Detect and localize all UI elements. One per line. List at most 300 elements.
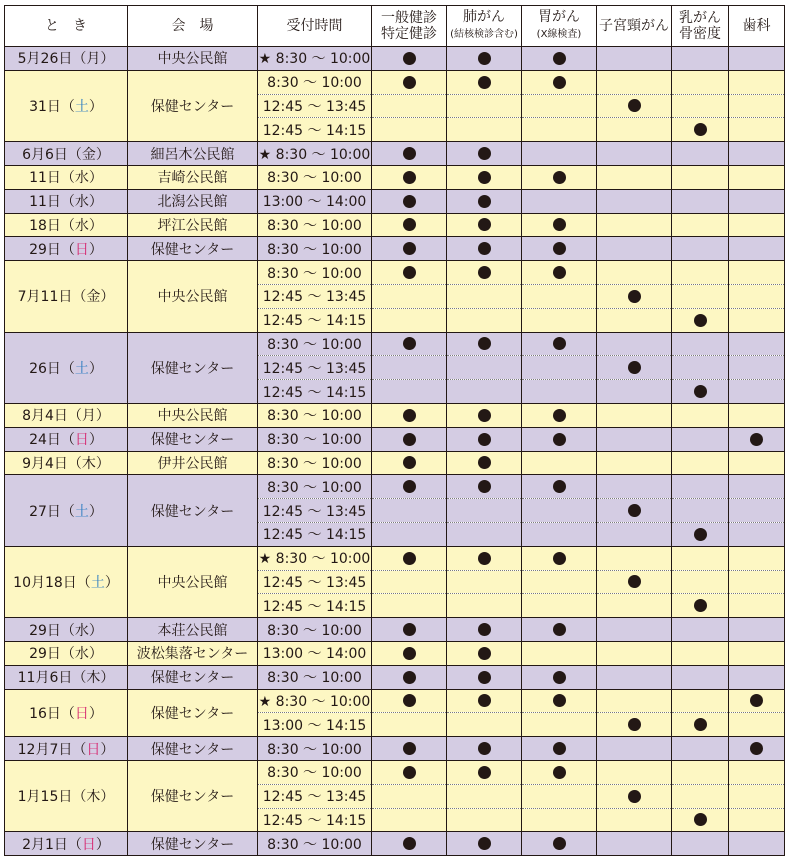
date-paren-close: ） — [100, 789, 115, 806]
breast-cell — [672, 499, 729, 523]
stomach-cell — [522, 356, 597, 380]
cervical-cell — [597, 641, 672, 665]
weekday-text: 水 — [74, 646, 89, 663]
filled-circle-icon — [478, 480, 491, 493]
weekday-text: 金 — [81, 146, 96, 163]
header-dental: 歯科 — [729, 6, 785, 47]
breast-cell — [672, 713, 729, 737]
filled-circle-icon — [403, 337, 416, 350]
table-row — [5, 475, 785, 499]
time-cell: 8:30 ～ 10:00 — [258, 70, 372, 94]
time-cell: 13:00 ～ 14:00 — [258, 641, 372, 665]
stomach-cell — [522, 380, 597, 404]
date-paren-close: ） — [88, 170, 103, 187]
lung-cell — [447, 570, 522, 594]
breast-cell — [672, 70, 729, 94]
table-row — [5, 213, 785, 237]
date-text: 27日（ — [29, 503, 75, 520]
date-cell — [5, 641, 128, 665]
time-cell: 12:45 ～ 14:15 — [258, 594, 372, 618]
weekday-text: 日 — [86, 741, 101, 758]
table-row — [5, 451, 785, 475]
dental-cell — [729, 70, 785, 94]
date-cell — [5, 403, 128, 427]
time-cell: 8:30 ～ 10:00 — [258, 332, 372, 356]
stomach-cell — [522, 784, 597, 808]
filled-circle-icon — [628, 790, 641, 803]
venue-cell: 保健センター — [128, 332, 258, 403]
cervical-cell — [597, 665, 672, 689]
lung-cell — [447, 380, 522, 404]
cervical-cell — [597, 189, 672, 213]
stomach-cell — [522, 499, 597, 523]
weekday-text: 木 — [81, 455, 96, 472]
table-row — [5, 70, 785, 94]
date-paren-close: ） — [88, 432, 103, 449]
time-cell: 8:30 ～ 10:00 — [258, 213, 372, 237]
venue-cell: 保健センター — [128, 832, 258, 856]
lung-cell — [447, 284, 522, 308]
weekday-text: 水 — [74, 194, 89, 211]
filled-circle-icon — [478, 242, 491, 255]
dental-cell — [729, 380, 785, 404]
table-row — [5, 165, 785, 189]
general-cell — [372, 189, 447, 213]
time-cell: 12:45 ～ 14:15 — [258, 808, 372, 832]
breast-cell — [672, 832, 729, 856]
filled-circle-icon — [403, 147, 416, 160]
stomach-cell — [522, 70, 597, 94]
lung-cell — [447, 118, 522, 142]
general-cell — [372, 237, 447, 261]
filled-circle-icon — [478, 266, 491, 279]
venue-cell: 保健センター — [128, 475, 258, 546]
stomach-cell — [522, 213, 597, 237]
date-cell — [5, 261, 128, 332]
dental-cell — [729, 760, 785, 784]
filled-circle-icon — [553, 480, 566, 493]
lung-cell — [447, 94, 522, 118]
lung-cell — [447, 308, 522, 332]
cervical-cell — [597, 213, 672, 237]
lung-cell — [447, 546, 522, 570]
dental-cell — [729, 499, 785, 523]
cervical-cell — [597, 427, 672, 451]
table-row — [5, 737, 785, 761]
filled-circle-icon — [553, 76, 566, 89]
date-text: 5月26日（ — [17, 51, 87, 68]
table-row — [5, 403, 785, 427]
table-row — [5, 332, 785, 356]
lung-cell — [447, 142, 522, 166]
lung-cell — [447, 475, 522, 499]
filled-circle-icon — [403, 647, 416, 660]
date-text: 2月1日（ — [22, 836, 82, 853]
cervical-cell — [597, 594, 672, 618]
general-cell — [372, 713, 447, 737]
stomach-cell — [522, 713, 597, 737]
table-row — [5, 47, 785, 71]
lung-cell — [447, 165, 522, 189]
table-row — [5, 237, 785, 261]
general-cell — [372, 118, 447, 142]
dental-cell — [729, 47, 785, 71]
date-cell — [5, 451, 128, 475]
date-paren-close: ） — [100, 741, 115, 758]
cervical-cell — [597, 689, 672, 713]
venue-cell: 細呂木公民館 — [128, 142, 258, 166]
cervical-cell — [597, 499, 672, 523]
dental-cell — [729, 737, 785, 761]
date-paren-close: ） — [88, 646, 103, 663]
dental-cell — [729, 165, 785, 189]
filled-circle-icon — [553, 409, 566, 422]
venue-cell: 北潟公民館 — [128, 189, 258, 213]
filled-circle-icon — [478, 456, 491, 469]
time-cell: ★ 8:30 ～ 10:00 — [258, 142, 372, 166]
date-cell — [5, 142, 128, 166]
general-cell — [372, 380, 447, 404]
filled-circle-icon — [478, 433, 491, 446]
header-lung: 肺がん (結核検診含む) — [447, 6, 522, 47]
filled-circle-icon — [403, 837, 416, 850]
stomach-cell — [522, 332, 597, 356]
venue-cell: 中央公民館 — [128, 47, 258, 71]
time-cell: 8:30 ～ 10:00 — [258, 403, 372, 427]
stomach-cell — [522, 308, 597, 332]
dental-cell — [729, 189, 785, 213]
weekday-text: 土 — [74, 503, 89, 520]
breast-cell — [672, 737, 729, 761]
date-text: 24日（ — [29, 432, 75, 449]
general-cell — [372, 737, 447, 761]
date-paren-close: ） — [100, 670, 115, 687]
cervical-cell — [597, 380, 672, 404]
breast-cell — [672, 570, 729, 594]
filled-circle-icon — [403, 456, 416, 469]
general-cell — [372, 784, 447, 808]
weekday-text: 日 — [81, 836, 96, 853]
dental-cell — [729, 665, 785, 689]
date-cell — [5, 213, 128, 237]
date-cell — [5, 237, 128, 261]
filled-circle-icon — [403, 552, 416, 565]
date-text: 6月6日（ — [22, 146, 82, 163]
cervical-cell — [597, 332, 672, 356]
dental-cell — [729, 546, 785, 570]
cervical-cell — [597, 284, 672, 308]
time-cell: 13:00 ～ 14:00 — [258, 189, 372, 213]
breast-cell — [672, 165, 729, 189]
date-cell — [5, 737, 128, 761]
table-row — [5, 142, 785, 166]
breast-cell — [672, 118, 729, 142]
filled-circle-icon — [553, 742, 566, 755]
filled-circle-icon — [403, 671, 416, 684]
filled-circle-icon — [478, 171, 491, 184]
time-cell: 8:30 ～ 10:00 — [258, 832, 372, 856]
date-text: 18日（ — [29, 217, 75, 234]
dental-cell — [729, 713, 785, 737]
date-text: 11月6日（ — [17, 670, 87, 687]
filled-circle-icon — [478, 671, 491, 684]
cervical-cell — [597, 522, 672, 546]
dental-cell — [729, 284, 785, 308]
header-cervical: 子宮頸がん — [597, 6, 672, 47]
general-cell — [372, 165, 447, 189]
lung-cell — [447, 499, 522, 523]
general-cell — [372, 546, 447, 570]
general-cell — [372, 499, 447, 523]
breast-cell — [672, 522, 729, 546]
lung-cell — [447, 665, 522, 689]
dental-cell — [729, 475, 785, 499]
breast-cell — [672, 427, 729, 451]
filled-circle-icon — [478, 195, 491, 208]
weekday-text: 水 — [74, 217, 89, 234]
general-cell — [372, 70, 447, 94]
breast-cell — [672, 808, 729, 832]
filled-circle-icon — [628, 718, 641, 731]
date-cell — [5, 689, 128, 737]
weekday-text: 日 — [74, 241, 89, 258]
cervical-cell — [597, 165, 672, 189]
weekday-text: 月 — [86, 51, 101, 68]
stomach-cell — [522, 94, 597, 118]
general-cell — [372, 618, 447, 642]
date-cell — [5, 760, 128, 831]
general-cell — [372, 665, 447, 689]
table-row — [5, 641, 785, 665]
general-cell — [372, 403, 447, 427]
stomach-cell — [522, 570, 597, 594]
time-cell: 12:45 ～ 13:45 — [258, 570, 372, 594]
cervical-cell — [597, 261, 672, 285]
dental-cell — [729, 641, 785, 665]
filled-circle-icon — [478, 52, 491, 65]
filled-circle-icon — [478, 766, 491, 779]
cervical-cell — [597, 570, 672, 594]
general-cell — [372, 475, 447, 499]
venue-cell: 吉崎公民館 — [128, 165, 258, 189]
cervical-cell — [597, 356, 672, 380]
filled-circle-icon — [403, 480, 416, 493]
date-cell — [5, 332, 128, 403]
filled-circle-icon — [478, 742, 491, 755]
stomach-cell — [522, 618, 597, 642]
stomach-cell — [522, 165, 597, 189]
date-paren-close: ） — [88, 705, 103, 722]
filled-circle-icon — [478, 337, 491, 350]
time-cell: 8:30 ～ 10:00 — [258, 760, 372, 784]
general-cell — [372, 427, 447, 451]
cervical-cell — [597, 475, 672, 499]
dental-cell — [729, 832, 785, 856]
filled-circle-icon — [750, 694, 763, 707]
dental-cell — [729, 784, 785, 808]
lung-cell — [447, 784, 522, 808]
date-cell — [5, 70, 128, 141]
general-cell — [372, 308, 447, 332]
table-row — [5, 261, 785, 285]
filled-circle-icon — [478, 218, 491, 231]
filled-circle-icon — [553, 837, 566, 850]
table-row — [5, 760, 785, 784]
header-venue: 会 場 — [128, 6, 258, 47]
time-cell: 8:30 ～ 10:00 — [258, 165, 372, 189]
breast-cell — [672, 356, 729, 380]
table-row — [5, 189, 785, 213]
filled-circle-icon — [628, 290, 641, 303]
lung-cell — [447, 713, 522, 737]
general-cell — [372, 641, 447, 665]
lung-cell — [447, 403, 522, 427]
cervical-cell — [597, 70, 672, 94]
filled-circle-icon — [553, 671, 566, 684]
date-cell — [5, 427, 128, 451]
lung-cell — [447, 237, 522, 261]
filled-circle-icon — [403, 623, 416, 636]
breast-cell — [672, 261, 729, 285]
dental-cell — [729, 332, 785, 356]
breast-cell — [672, 475, 729, 499]
breast-cell — [672, 142, 729, 166]
stomach-cell — [522, 737, 597, 761]
lung-cell — [447, 689, 522, 713]
time-cell: 12:45 ～ 14:15 — [258, 522, 372, 546]
weekday-text: 土 — [74, 98, 89, 115]
time-cell: ★ 8:30 ～ 10:00 — [258, 689, 372, 713]
filled-circle-icon — [553, 433, 566, 446]
lung-cell — [447, 618, 522, 642]
lung-cell — [447, 760, 522, 784]
date-cell — [5, 189, 128, 213]
filled-circle-icon — [694, 528, 707, 541]
date-paren-close: ） — [95, 146, 110, 163]
filled-circle-icon — [478, 647, 491, 660]
filled-circle-icon — [478, 409, 491, 422]
date-paren-close: ） — [100, 51, 115, 68]
date-cell — [5, 165, 128, 189]
cervical-cell — [597, 546, 672, 570]
weekday-text: 水 — [74, 622, 89, 639]
general-cell — [372, 689, 447, 713]
lung-cell — [447, 332, 522, 356]
breast-cell — [672, 546, 729, 570]
time-cell: 8:30 ～ 10:00 — [258, 618, 372, 642]
lung-cell — [447, 808, 522, 832]
general-cell — [372, 832, 447, 856]
cervical-cell — [597, 47, 672, 71]
breast-cell — [672, 237, 729, 261]
time-cell: 13:00 ～ 14:15 — [258, 713, 372, 737]
dental-cell — [729, 522, 785, 546]
header-general: 一般健診 特定健診 — [372, 6, 447, 47]
weekday-text: 土 — [90, 574, 105, 591]
general-cell — [372, 356, 447, 380]
dental-cell — [729, 808, 785, 832]
filled-circle-icon — [403, 766, 416, 779]
time-cell: 8:30 ～ 10:00 — [258, 427, 372, 451]
weekday-text: 水 — [74, 170, 89, 187]
filled-circle-icon — [553, 266, 566, 279]
date-text: 16日（ — [29, 705, 75, 722]
cervical-cell — [597, 308, 672, 332]
cervical-cell — [597, 737, 672, 761]
filled-circle-icon — [553, 552, 566, 565]
lung-cell — [447, 832, 522, 856]
date-text: 26日（ — [29, 360, 75, 377]
date-paren-close: ） — [95, 836, 110, 853]
lung-cell — [447, 47, 522, 71]
filled-circle-icon — [553, 171, 566, 184]
venue-cell: 本荘公民館 — [128, 618, 258, 642]
header-stomach: 胃がん (X線検査) — [522, 6, 597, 47]
venue-cell: 保健センター — [128, 427, 258, 451]
stomach-cell — [522, 261, 597, 285]
breast-cell — [672, 284, 729, 308]
date-paren-close: ） — [88, 241, 103, 258]
time-cell: 12:45 ～ 14:15 — [258, 380, 372, 404]
dental-cell — [729, 427, 785, 451]
filled-circle-icon — [750, 742, 763, 755]
breast-cell — [672, 47, 729, 71]
filled-circle-icon — [403, 694, 416, 707]
breast-cell — [672, 665, 729, 689]
general-cell — [372, 594, 447, 618]
filled-circle-icon — [694, 599, 707, 612]
breast-cell — [672, 451, 729, 475]
header-time: 受付時間 — [258, 6, 372, 47]
dental-cell — [729, 356, 785, 380]
filled-circle-icon — [478, 694, 491, 707]
date-paren-close: ） — [88, 503, 103, 520]
date-paren-close: ） — [100, 289, 115, 306]
date-text: 31日（ — [29, 98, 75, 115]
venue-cell: 保健センター — [128, 665, 258, 689]
venue-cell: 坪江公民館 — [128, 213, 258, 237]
breast-cell — [672, 618, 729, 642]
filled-circle-icon — [478, 552, 491, 565]
header-row — [5, 6, 785, 47]
venue-cell: 保健センター — [128, 737, 258, 761]
filled-circle-icon — [694, 718, 707, 731]
weekday-text: 月 — [81, 408, 96, 425]
date-paren-close: ） — [88, 217, 103, 234]
time-cell: 8:30 ～ 10:00 — [258, 451, 372, 475]
stomach-cell — [522, 641, 597, 665]
stomach-cell — [522, 47, 597, 71]
time-cell: 12:45 ～ 13:45 — [258, 94, 372, 118]
filled-circle-icon — [478, 76, 491, 89]
venue-cell: 波松集落センター — [128, 641, 258, 665]
table-row — [5, 689, 785, 713]
filled-circle-icon — [553, 52, 566, 65]
filled-circle-icon — [403, 218, 416, 231]
breast-cell — [672, 380, 729, 404]
stomach-cell — [522, 475, 597, 499]
dental-cell — [729, 142, 785, 166]
filled-circle-icon — [403, 409, 416, 422]
filled-circle-icon — [553, 766, 566, 779]
filled-circle-icon — [403, 266, 416, 279]
schedule-body — [5, 47, 785, 856]
date-text: 29日（ — [29, 646, 75, 663]
breast-cell — [672, 189, 729, 213]
date-paren-close: ） — [88, 98, 103, 115]
stomach-cell — [522, 403, 597, 427]
cervical-cell — [597, 832, 672, 856]
